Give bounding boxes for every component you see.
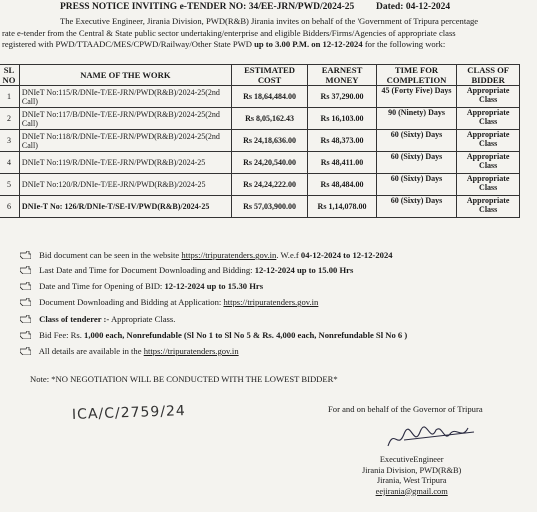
on-behalf-text: For and on behalf of the Governor of Tripura: [328, 404, 483, 414]
website-link[interactable]: https://tripuratenders.gov.in: [181, 250, 277, 260]
cell-sl: 4: [0, 152, 19, 174]
intro-deadline: 12-12-2024: [322, 39, 363, 49]
col-class: CLASS OF BIDDER: [457, 65, 520, 86]
bullet-6-value: 1,000 each, Nonrefundable (Sl No 1 to Sl No 5 & Rs. 4,000 each, Nonrefundable Sl No 6 ): [84, 330, 408, 340]
bullet-2-text: Last Date and Time for Document Downloading and Bidding:: [39, 265, 253, 275]
notice-date: Dated: 04-12-2024: [376, 2, 451, 12]
cell-time: 60 (Sixty) Days: [376, 130, 457, 152]
intro-line-3-a: registered with PWD/TTAADC/MES/CPWD/Railway/Other State PWD: [2, 39, 252, 49]
table-row: [0, 174, 520, 196]
hand-pointer-icon: [20, 331, 31, 339]
bullet-bid-fee: [20, 330, 407, 340]
hand-pointer-icon: [20, 251, 31, 259]
bullet-5-value: Appropriate Class.: [110, 314, 176, 324]
intro-line-3: [2, 39, 534, 51]
signature-block: [362, 455, 461, 497]
cell-class: Appropriate Class: [457, 152, 520, 174]
cell-class: Appropriate Class: [457, 86, 520, 108]
cell-cost: Rs 8,05,162.43: [231, 108, 308, 130]
cell-class: Appropriate Class: [457, 108, 520, 130]
cell-earnest: Rs 48,484.00: [308, 174, 376, 196]
cell-sl: 5: [0, 174, 19, 196]
bullet-last-date: [20, 265, 353, 275]
col-earnest: EARNEST MONEY: [308, 65, 376, 86]
bullet-download: [20, 297, 318, 307]
table-row: [0, 152, 520, 174]
cell-sl: 3: [0, 130, 19, 152]
hand-pointer-icon: [20, 266, 31, 274]
hand-pointer-icon: [20, 315, 31, 323]
signatory-division: Jirania Division, PWD(R&B): [362, 465, 462, 475]
cell-earnest: Rs 48,411.00: [308, 152, 376, 174]
bullet-1-dates: 04-12-2024 to 12-12-2024: [300, 250, 393, 260]
signatory-role: ExecutiveEngineer: [379, 455, 444, 464]
bullet-3-text: Date and Time for Opening of BID:: [39, 281, 163, 291]
negotiation-note: Note: *NO NEGOTIATION WILL BE CONDUCTED WITH THE LOWEST BIDDER*: [30, 374, 338, 384]
table-row: [0, 108, 520, 130]
cell-class: Appropriate Class: [457, 196, 520, 218]
cell-sl: 2: [0, 108, 19, 130]
cell-class: Appropriate Class: [457, 174, 520, 196]
cell-earnest: Rs 48,373.00: [308, 130, 376, 152]
col-sl: SL NO: [0, 65, 19, 86]
cell-sl: 6: [0, 196, 19, 218]
intro-line-3-d: for the following work:: [364, 39, 446, 49]
cell-name: DNIeT No:118/R/DNIe-T/EE-JRN/PWD(R&B)/2024-25(2nd Call): [19, 130, 231, 152]
cell-cost: Rs 57,03,900.00: [231, 196, 308, 218]
cell-name: DNIeT No:120/R/DNIe-T/EE-JRN/PWD(R&B)/2024-25: [19, 174, 231, 196]
bullet-7-text: All details are available in the: [38, 346, 142, 356]
intro-line-1: The Executive Engineer, Jirania Division, PWD(R&B) Jirania invites on behalf of the 'Government of Tripura percentage: [60, 16, 479, 26]
cell-cost: Rs 24,18,636.00: [231, 130, 308, 152]
bullet-6-label: Bid Fee: Rs.: [39, 330, 82, 340]
bullet-3-value: 12-12-2024 up to 15.30 Hrs: [164, 281, 264, 291]
bullet-class: [20, 314, 175, 324]
signature-image: [384, 420, 484, 459]
cell-class: Appropriate Class: [457, 130, 520, 152]
cell-name: DNIeT No:119/R/DNIe-T/EE-JRN/PWD(R&B)/2024-25: [19, 152, 231, 174]
cell-sl: 1: [0, 86, 19, 108]
intro-line-3-b: up to 3.00 P.M. on: [254, 39, 321, 49]
hand-pointer-icon: [20, 298, 31, 306]
signatory-place: Jirania, West Tripura: [376, 476, 447, 485]
bullet-website: [20, 250, 393, 260]
table-header-row: [0, 65, 520, 86]
cell-cost: Rs 24,24,222.00: [231, 174, 308, 196]
intro-line-2: rate e-tender from the Central & State public sector undertaking/enterprise and eligible Bidders/Firms/Agencies of appropriate class: [2, 27, 456, 38]
bullet-2-value: 12-12-2024 up to 15.00 Hrs: [254, 265, 354, 275]
bullet-details: [20, 346, 239, 356]
col-time: TIME FOR COMPLETION: [376, 65, 457, 86]
signatory-email[interactable]: eejirania@gmail.com: [375, 486, 448, 496]
bullet-opening: [20, 281, 263, 291]
handwritten-reference: ICA/C/2759/24: [71, 403, 187, 423]
cell-name: DNIeT No:115/R/DNIe-T/EE-JRN/PWD(R&B)/2024-25(2nd Call): [19, 86, 231, 108]
cell-earnest: Rs 37,290.00: [308, 86, 376, 108]
cell-time: 45 (Forty Five) Days: [376, 86, 457, 108]
details-link[interactable]: https://tripuratenders.gov.in: [143, 346, 239, 356]
table-row: [0, 130, 520, 152]
tender-table: [0, 64, 520, 218]
cell-time: 60 (Sixty) Days: [376, 152, 457, 174]
bullet-1-text: Bid document can be seen in the website: [39, 250, 180, 260]
intro-paragraph: [2, 16, 534, 51]
notice-title: PRESS NOTICE INVITING e-TENDER NO: 34/EE-JRN/PWD/2024-25: [60, 2, 355, 12]
cell-cost: Rs 18,64,484.00: [231, 86, 308, 108]
cell-time: 90 (Ninety) Days: [376, 108, 457, 130]
download-link[interactable]: https://tripuratenders.gov.in: [223, 297, 319, 307]
table-row: [0, 86, 520, 108]
col-cost: ESTIMATED COST: [231, 65, 308, 86]
bullet-5-label: Class of tenderer :-: [39, 314, 110, 324]
cell-earnest: Rs 1,14,078.00: [308, 196, 376, 218]
hand-pointer-icon: [20, 347, 31, 355]
bullet-4-text: Document Downloading and Bidding at Application:: [39, 297, 222, 307]
table-row: [0, 196, 520, 218]
cell-name: DNIeT No:117/B/DNIe-T/EE-JRN/PWD(R&B)/2024-25(2nd Call): [19, 108, 231, 130]
cell-earnest: Rs 16,103.00: [308, 108, 376, 130]
cell-name: DNIe-T No: 126/R/DNIe-T/SE-IV/PWD(R&B)/2024-25: [19, 196, 231, 218]
cell-time: 60 (Sixty) Days: [376, 174, 457, 196]
cell-time: 60 (Sixty) Days: [376, 196, 457, 218]
col-name: NAME OF THE WORK: [19, 65, 231, 86]
bullet-1-wef: . W.e.f: [276, 250, 299, 260]
cell-cost: Rs 24,20,540.00: [231, 152, 308, 174]
hand-pointer-icon: [20, 282, 31, 290]
